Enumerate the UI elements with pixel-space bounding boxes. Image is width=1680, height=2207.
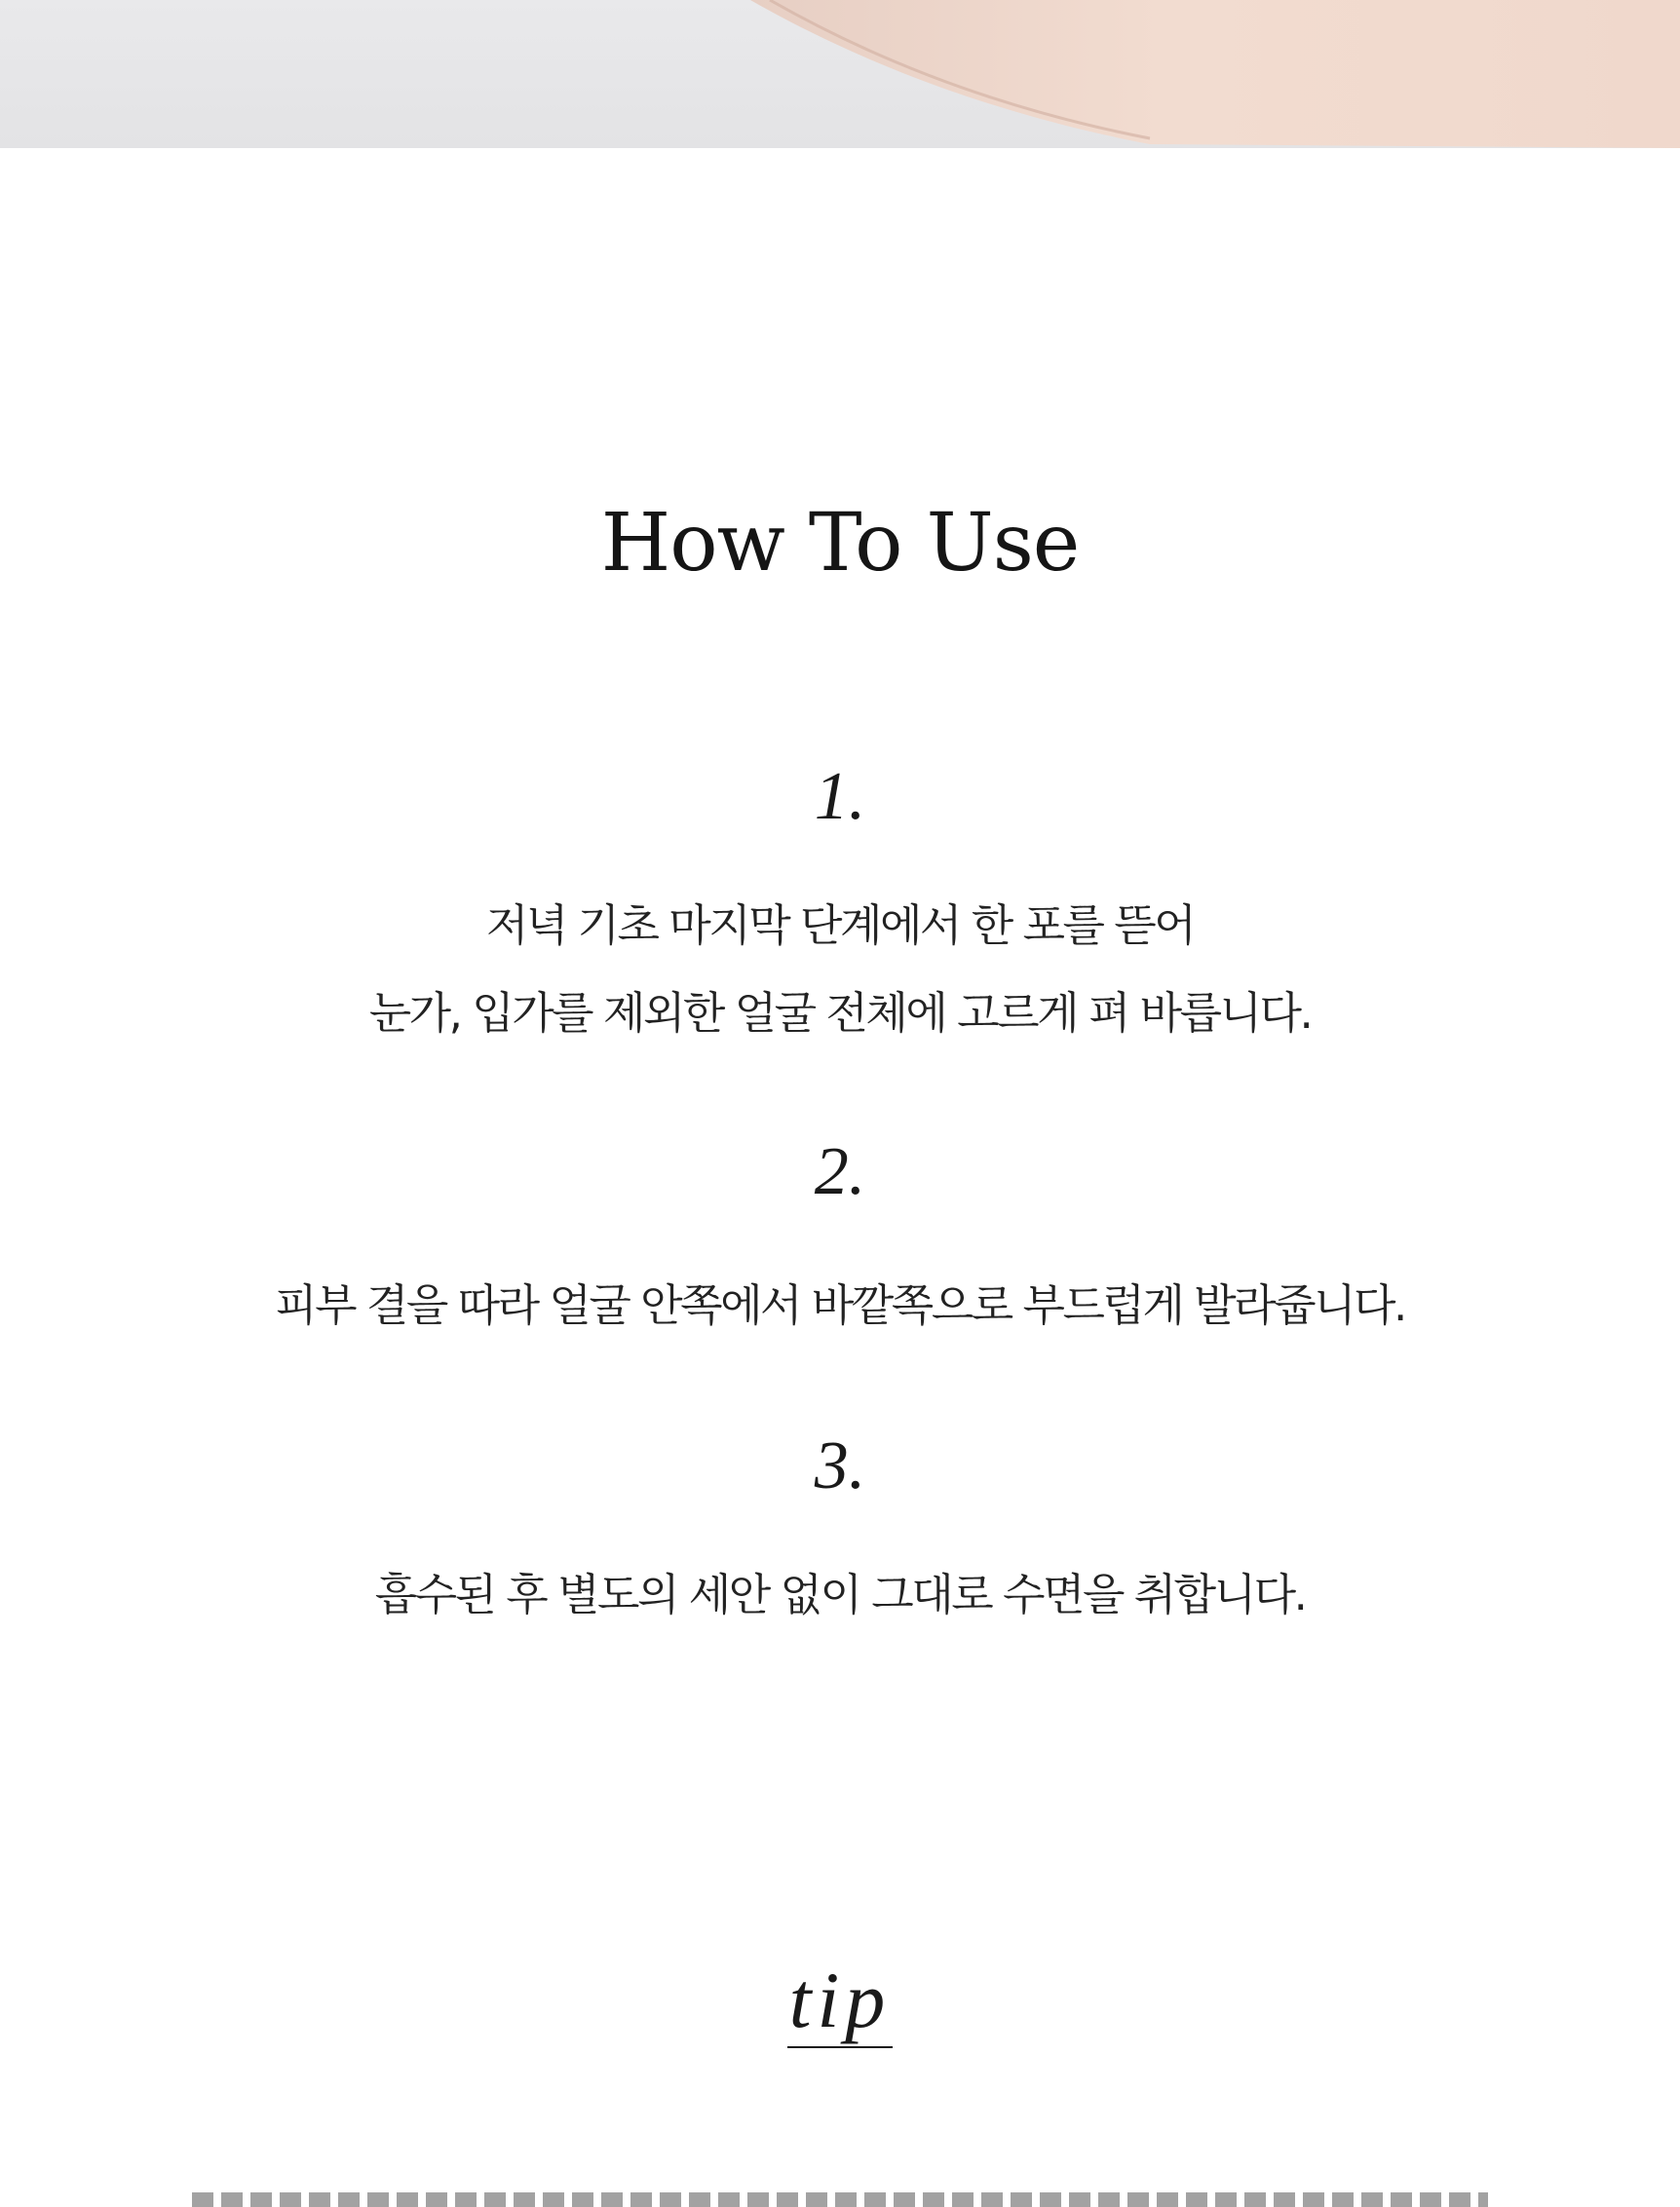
- step-3-number: 3.: [814, 1428, 866, 1503]
- hero-photo: [0, 0, 1680, 148]
- face-photo-illustration: [0, 0, 1680, 148]
- step-1-line-2: 눈가, 입가를 제외한 얼굴 전체에 고르게 펴 바릅니다.: [368, 987, 1312, 1039]
- tip-label: tip: [787, 1954, 894, 2048]
- step-2-text: [0, 1262, 1680, 1350]
- step-3-line-1: 흡수된 후 별도의 세안 없이 그대로 수면을 취합니다.: [374, 1569, 1306, 1620]
- step-1-number: 1.: [814, 759, 866, 834]
- partial-text-glyphs: [192, 2192, 1488, 2207]
- step-2-line-1: 피부 결을 따라 얼굴 안쪽에서 바깥쪽으로 부드럽게 발라줍니다.: [275, 1279, 1405, 1331]
- step-2-number: 2.: [814, 1134, 866, 1209]
- tip-heading: [0, 1954, 1680, 2048]
- page-title: How To Use: [600, 497, 1080, 590]
- cut-off-text-line: [0, 2185, 1680, 2207]
- step-3-text: [0, 1551, 1680, 1639]
- step-1-text: [0, 882, 1680, 1057]
- step-1-line-1: 저녁 기초 마지막 단계에서 한 포를 뜯어: [485, 899, 1195, 951]
